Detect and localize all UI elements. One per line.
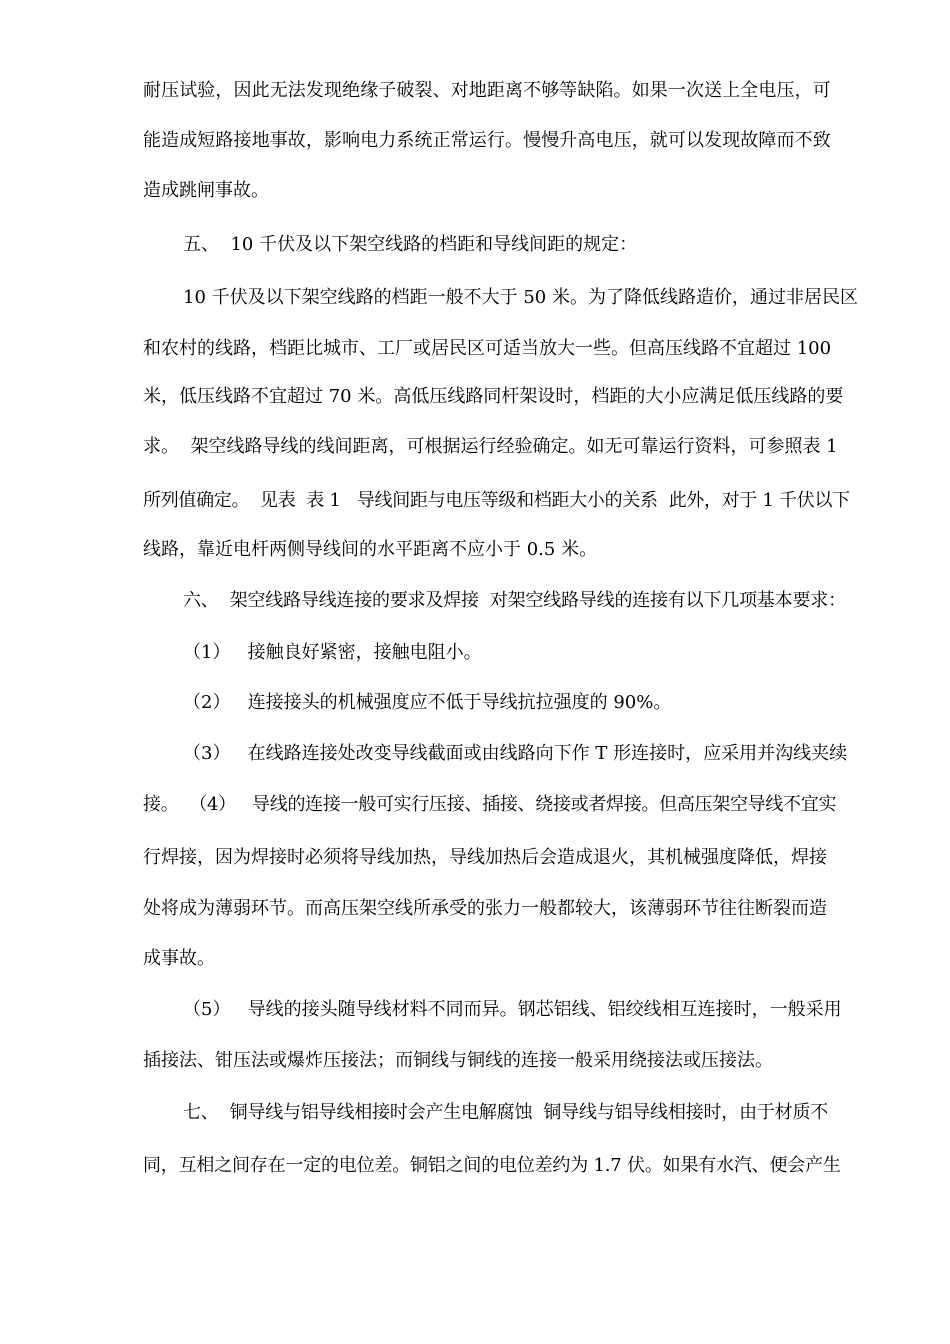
section-heading: 七、 铜导线与铝导线相接时会产生电解腐蚀 铜导线与铝导线相接时，由于材质不 bbox=[183, 1102, 829, 1123]
list-item: （3） 在线路连接处改变导线截面或由线路向下作 T 形连接时，应采用并沟线夹续 bbox=[183, 743, 848, 764]
text-line: 行焊接，因为焊接时必须将导线加热，导线加热后会造成退火，其机械强度降低，焊接 bbox=[143, 847, 827, 868]
text-line: 线路，靠近电杆两侧导线间的水平距离不应小于 0.5 米。 bbox=[143, 539, 598, 560]
text-line: 米，低压线路不宜超过 70 米。高低压线路同杆架设时，档距的大小应满足低压线路的要 bbox=[143, 386, 844, 407]
list-item: 接。 （4） 导线的连接一般可实行压接、插接、绕接或者焊接。但高压架空导线不宜实 bbox=[143, 794, 837, 815]
text-line: 造成跳闸事故。 bbox=[143, 180, 269, 201]
section-heading: 五、 10 千伏及以下架空线路的档距和导线间距的规定： bbox=[183, 234, 638, 255]
list-item: （2） 连接接头的机械强度应不低于导线抗拉强度的 90%。 bbox=[183, 692, 672, 713]
text-line: 插接法、钳压法或爆炸压接法；而铜线与铜线的连接一般采用绕接法或压接法。 bbox=[143, 1050, 773, 1071]
text-line: 10 千伏及以下架空线路的档距一般不大于 50 米。为了降低线路造价，通过非居民区 bbox=[183, 287, 858, 308]
list-item: （1） 接触良好紧密，接触电阻小。 bbox=[183, 642, 482, 663]
text-line: 耐压试验，因此无法发现绝缘子破裂、对地距离不够等缺陷。如果一次送上全电压，可 bbox=[143, 80, 831, 101]
text-line: 成事故。 bbox=[143, 948, 215, 969]
text-line: 同，互相之间存在一定的电位差。铜铝之间的电位差约为 1.7 伏。如果有水汽、便会产生 bbox=[143, 1155, 841, 1176]
text-line: 能造成短路接地事故，影响电力系统正常运行。慢慢升高电压，就可以发现故障而不致 bbox=[143, 130, 831, 151]
text-line: 和农村的线路，档距比城市、工厂或居民区可适当放大一些。但高压线路不宜超过 100 bbox=[143, 338, 832, 359]
list-item: （5） 导线的接头随导线材料不同而异。钢芯铝线、铝绞线相互连接时，一般采用 bbox=[183, 999, 842, 1020]
section-heading: 六、 架空线路导线连接的要求及焊接 对架空线路导线的连接有以下几项基本要求： bbox=[183, 590, 846, 611]
text-line: 所列值确定。 见表 表 1 导线间距与电压等级和档距大小的关系 此外，对于 1 千伏以下 bbox=[143, 490, 850, 511]
text-line: 求。 架空线路导线的线间距离，可根据运行经验确定。如无可靠运行资料，可参照表 1 bbox=[143, 436, 838, 457]
text-line: 处将成为薄弱环节。而高压架空线所承受的张力一般都较大，该薄弱环节往往断裂而造 bbox=[143, 898, 827, 919]
